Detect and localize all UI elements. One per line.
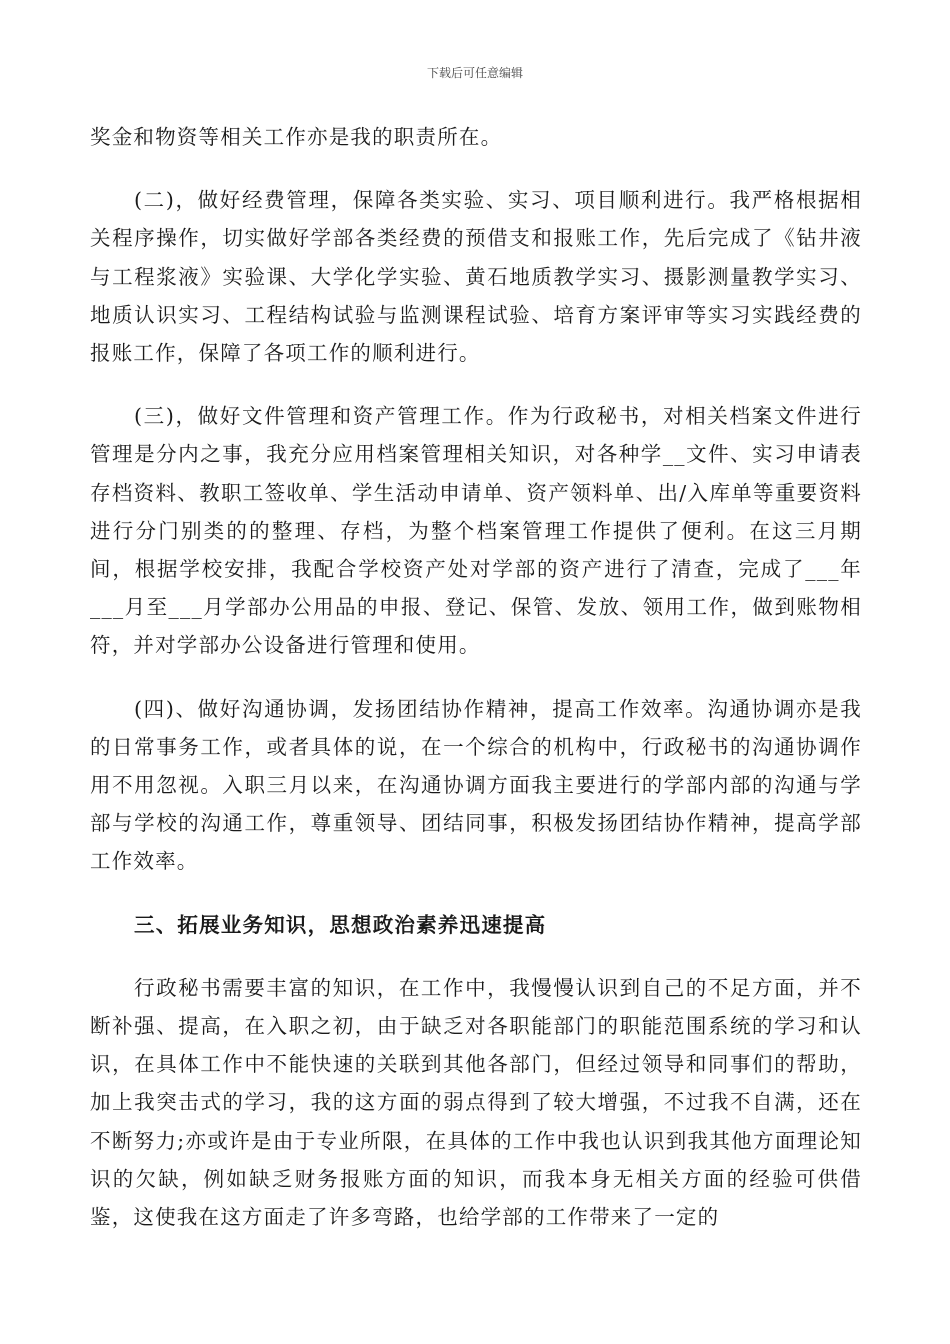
paragraph-continuation: 奖金和物资等相关工作亦是我的职责所在。 <box>90 125 503 149</box>
paragraph-communication: (四)、做好沟通协调，发扬团结协作精神，提高工作效率。沟通协调亦是我的日常事务工作，或者具体的说，在一个综合的机构中，行政秘书的沟通协调作用不用忽视。入职三月以来，在沟通协调方面我主要进行的学部内部的沟通与学部与学校的沟通工作，尊重领导、团结同事，积极发扬团结协作精神，提高学部工作效率。 <box>90 696 862 874</box>
paragraph-knowledge: 行政秘书需要丰富的知识，在工作中，我慢慢认识到自己的不足方面，并不断补强、提高，在入职之初，由于缺乏对各职能部门的职能范围系统的学习和认识，在具体工作中不能快速的关联到其他各部门，但经过领导和同事们的帮助，加上我突击式的学习，我的这方面的弱点得到了较大增强，不过我不自满，还在不断努力;亦或许是由于专业所限，在具体的工作中我也认识到我其他方面理论知识的欠缺，例如缺乏财务报账方面的知识，而我本身无相关方面的经验可供借鉴，这使我在这方面走了许多弯路，也给学部的工作带来了一定的 <box>90 975 862 1230</box>
paragraph-funding-management: (二)，做好经费管理，保障各类实验、实习、项目顺利进行。我严格根据相关程序操作，切实做好学部各类经费的预借支和报账工作，先后完成了《钻井液与工程浆液》实验课、大学化学实验、黄石地质教学实习、摄影测量教学实习、地质认识实习、工程结构试验与监测课程试验、培育方案评审等实习实践经费的报账工作，保障了各项工作的顺利进行。 <box>90 188 862 366</box>
page-header: 下载后可任意编辑 <box>426 66 523 80</box>
section-heading: 三、拓展业务知识，思想政治素养迅速提高 <box>134 912 547 937</box>
paragraph-file-asset-management: (三)，做好文件管理和资产管理工作。作为行政秘书，对相关档案文件进行管理是分内之事，我充分应用档案管理相关知识，对各种学__文件、实习申请表存档资料、教职工签收单、学生活动申请单、资产领料单、出/入库单等重要资料进行分门别类的的整理、存档，为整个档案管理工作提供了便利。在这三月期间，根据学校安排，我配合学校资产处对学部的资产进行了清查，完成了___年___月至___月学部办公用品的申报、登记、保管、发放、领用工作，做到账物相符，并对学部办公设备进行管理和使用。 <box>90 404 862 658</box>
document-body <box>90 118 862 1236</box>
